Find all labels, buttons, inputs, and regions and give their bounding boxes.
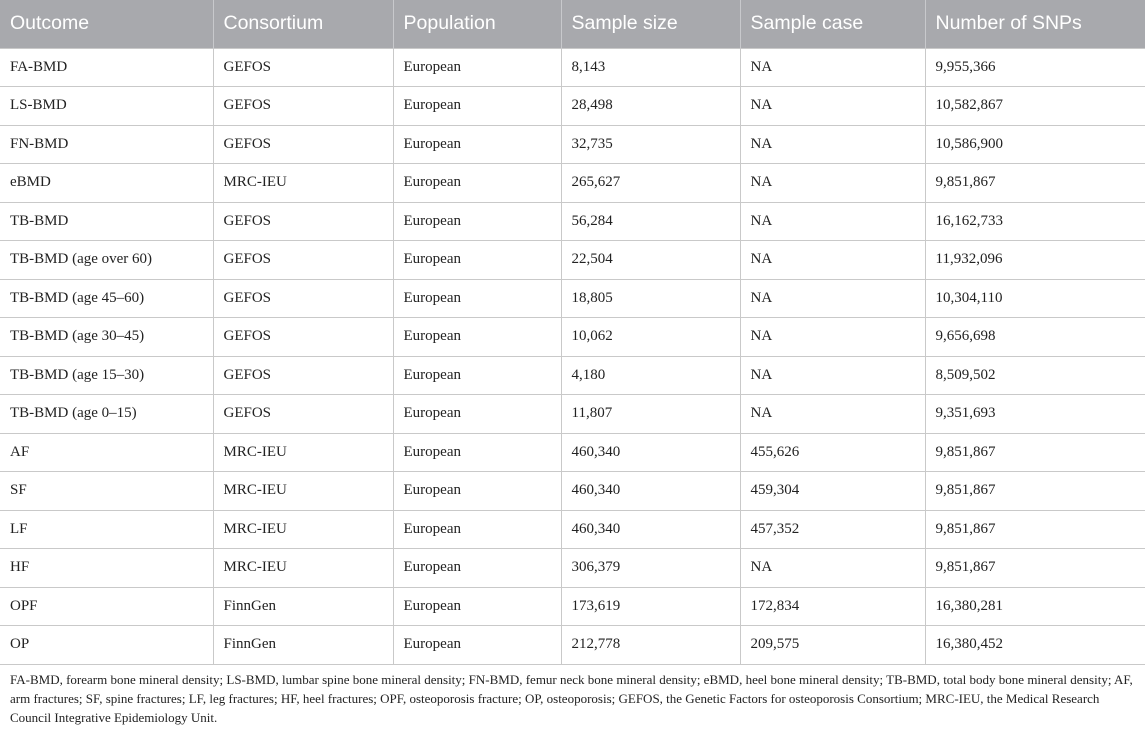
snp-count-cell: 8,509,502 [925, 356, 1145, 395]
sample-size-cell: 265,627 [561, 164, 740, 203]
population-cell: European [393, 433, 561, 472]
consortium-cell: GEFOS [213, 87, 393, 126]
population-cell: European [393, 549, 561, 588]
consortium-cell: MRC-IEU [213, 433, 393, 472]
snp-count-cell: 9,351,693 [925, 395, 1145, 434]
sample-case-cell: NA [740, 356, 925, 395]
sample-size-cell: 11,807 [561, 395, 740, 434]
sample-size-cell: 28,498 [561, 87, 740, 126]
table-row [0, 87, 1145, 126]
population-cell: European [393, 48, 561, 87]
population-cell: European [393, 125, 561, 164]
snp-count-cell: 10,582,867 [925, 87, 1145, 126]
consortium-cell: MRC-IEU [213, 549, 393, 588]
outcome-cell: TB-BMD (age 0–15) [0, 395, 213, 434]
table-row [0, 125, 1145, 164]
outcome-cell: SF [0, 472, 213, 511]
snp-count-cell: 9,851,867 [925, 510, 1145, 549]
header-number-of-snps: Number of SNPs [925, 0, 1145, 48]
header-sample-case: Sample case [740, 0, 925, 48]
consortium-cell: GEFOS [213, 279, 393, 318]
sample-case-cell: NA [740, 279, 925, 318]
snp-count-cell: 16,162,733 [925, 202, 1145, 241]
table-row [0, 279, 1145, 318]
table-row [0, 48, 1145, 87]
population-cell: European [393, 164, 561, 203]
sample-case-cell: NA [740, 241, 925, 280]
sample-case-cell: NA [740, 549, 925, 588]
population-cell: European [393, 202, 561, 241]
table-row [0, 472, 1145, 511]
population-cell: European [393, 472, 561, 511]
outcome-cell: TB-BMD (age over 60) [0, 241, 213, 280]
table-row [0, 587, 1145, 626]
snp-count-cell: 9,851,867 [925, 549, 1145, 588]
consortium-cell: GEFOS [213, 356, 393, 395]
outcome-cell: TB-BMD [0, 202, 213, 241]
table-row [0, 164, 1145, 203]
population-cell: European [393, 241, 561, 280]
consortium-cell: MRC-IEU [213, 164, 393, 203]
header-row [0, 0, 1145, 48]
outcome-cell: FA-BMD [0, 48, 213, 87]
header-outcome: Outcome [0, 0, 213, 48]
consortium-cell: FinnGen [213, 626, 393, 665]
sample-size-cell: 460,340 [561, 472, 740, 511]
consortium-cell: MRC-IEU [213, 472, 393, 511]
sample-size-cell: 10,062 [561, 318, 740, 357]
sample-size-cell: 460,340 [561, 433, 740, 472]
table-row [0, 202, 1145, 241]
header-sample-size: Sample size [561, 0, 740, 48]
table-row [0, 356, 1145, 395]
snp-count-cell: 9,851,867 [925, 433, 1145, 472]
table-row [0, 433, 1145, 472]
outcome-cell: LF [0, 510, 213, 549]
consortium-cell: GEFOS [213, 48, 393, 87]
outcome-cell: LS-BMD [0, 87, 213, 126]
snp-count-cell: 10,304,110 [925, 279, 1145, 318]
consortium-cell: MRC-IEU [213, 510, 393, 549]
outcome-cell: OP [0, 626, 213, 665]
consortium-cell: FinnGen [213, 587, 393, 626]
table-row [0, 626, 1145, 665]
sample-case-cell: 457,352 [740, 510, 925, 549]
outcome-cell: AF [0, 433, 213, 472]
sample-case-cell: NA [740, 87, 925, 126]
sample-size-cell: 22,504 [561, 241, 740, 280]
table-footnote: FA-BMD, forearm bone mineral density; LS-BMD, lumbar spine bone mineral density; FN-BMD, femur neck bone mineral density; eBMD, heel bone mineral density; TB-BMD, total body bone mineral density; AF, arm fractures; SF, spine fractures; LF, leg fractures; HF, heel fractures; OPF, osteoporosis fracture; OP, osteoporosis; GEFOS, the Genetic Factors for osteoporosis Consortium; MRC-IEU, the Medical Research Council Integrative Epidemiology Unit. [10, 672, 1133, 725]
outcome-cell: TB-BMD (age 45–60) [0, 279, 213, 318]
population-cell: European [393, 510, 561, 549]
snp-count-cell: 16,380,281 [925, 587, 1145, 626]
consortium-cell: GEFOS [213, 318, 393, 357]
snp-count-cell: 9,955,366 [925, 48, 1145, 87]
outcome-cell: TB-BMD (age 30–45) [0, 318, 213, 357]
sample-case-cell: NA [740, 125, 925, 164]
population-cell: European [393, 318, 561, 357]
sample-case-cell: NA [740, 318, 925, 357]
sample-size-cell: 212,778 [561, 626, 740, 665]
snp-count-cell: 9,851,867 [925, 164, 1145, 203]
outcome-cell: TB-BMD (age 15–30) [0, 356, 213, 395]
header-population: Population [393, 0, 561, 48]
outcome-cell: HF [0, 549, 213, 588]
sample-size-cell: 173,619 [561, 587, 740, 626]
population-cell: European [393, 87, 561, 126]
consortium-cell: GEFOS [213, 241, 393, 280]
sample-case-cell: NA [740, 164, 925, 203]
population-cell: European [393, 356, 561, 395]
sample-case-cell: 209,575 [740, 626, 925, 665]
consortium-cell: GEFOS [213, 395, 393, 434]
table-row [0, 510, 1145, 549]
header-consortium: Consortium [213, 0, 393, 48]
sample-case-cell: NA [740, 202, 925, 241]
sample-size-cell: 32,735 [561, 125, 740, 164]
consortium-cell: GEFOS [213, 125, 393, 164]
snp-count-cell: 9,656,698 [925, 318, 1145, 357]
outcome-cell: OPF [0, 587, 213, 626]
snp-count-cell: 16,380,452 [925, 626, 1145, 665]
snp-count-cell: 11,932,096 [925, 241, 1145, 280]
population-cell: European [393, 626, 561, 665]
table-row [0, 395, 1145, 434]
table-row [0, 318, 1145, 357]
outcome-cell: eBMD [0, 164, 213, 203]
population-cell: European [393, 279, 561, 318]
sample-size-cell: 56,284 [561, 202, 740, 241]
sample-case-cell: NA [740, 48, 925, 87]
snp-count-cell: 9,851,867 [925, 472, 1145, 511]
population-cell: European [393, 587, 561, 626]
sample-size-cell: 460,340 [561, 510, 740, 549]
sample-case-cell: NA [740, 395, 925, 434]
snp-count-cell: 10,586,900 [925, 125, 1145, 164]
sample-case-cell: 459,304 [740, 472, 925, 511]
sample-size-cell: 18,805 [561, 279, 740, 318]
sample-size-cell: 4,180 [561, 356, 740, 395]
table-body [0, 48, 1145, 664]
outcome-cell: FN-BMD [0, 125, 213, 164]
table-row [0, 241, 1145, 280]
table-row [0, 549, 1145, 588]
population-cell: European [393, 395, 561, 434]
sample-size-cell: 306,379 [561, 549, 740, 588]
sample-case-cell: 455,626 [740, 433, 925, 472]
sample-case-cell: 172,834 [740, 587, 925, 626]
consortium-cell: GEFOS [213, 202, 393, 241]
sample-size-cell: 8,143 [561, 48, 740, 87]
